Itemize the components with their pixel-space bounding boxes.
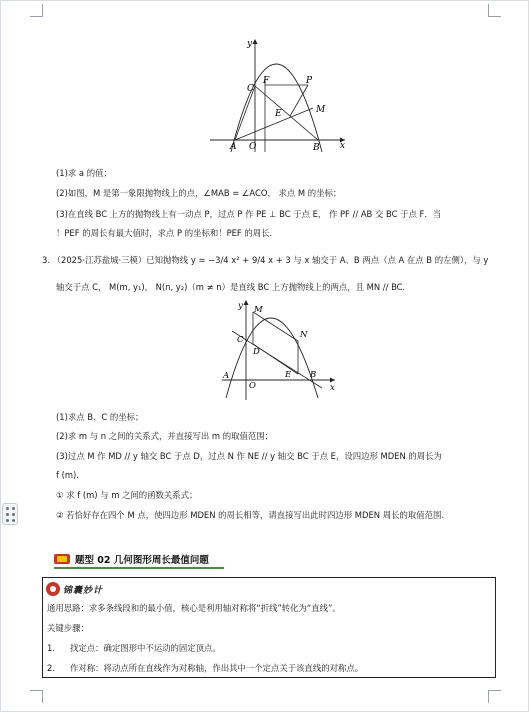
fig1-label-y: y [247, 39, 253, 49]
seal-icon [46, 582, 60, 596]
section-underline [54, 567, 224, 569]
crop-mark-top-right [488, 4, 501, 17]
q3-stem-line2: 轴交于点 C， M(m, y₁)， N(n, y₂)（m ≠ n）是直线 BC 上方抛物线上的两点，且 MN // BC． [56, 282, 411, 292]
tip-step2-number: 2. [47, 663, 55, 673]
fig2-label-e: E [285, 370, 292, 380]
crop-mark-top-left [30, 4, 43, 17]
tip-step1-number: 1. [47, 643, 55, 653]
fig2-label-b: B [310, 370, 317, 380]
section-heading-text: 题型 02 几何图形周长最值问题 [75, 555, 209, 566]
fig1-label-x: x [340, 141, 346, 151]
fig1-label-e: E [275, 109, 282, 119]
fig2-label-a: A [223, 371, 230, 381]
drag-handle-icon[interactable] [2, 503, 18, 525]
q3-part1: (1)求点 B、C 的坐标； [56, 412, 144, 422]
fig2-label-m: M [254, 305, 263, 315]
crop-mark-bottom-left [30, 690, 43, 703]
fig1-label-b: B [313, 143, 320, 153]
q2-part1: (1)求 a 的值； [56, 168, 112, 178]
q2-part3-line1: (3)在直线 BC 上方的抛物线上有一动点 P，过点 P 作 PE ⊥ BC 于点 E， 作 PF // AB 交 BC 于点 F．当 [56, 209, 442, 219]
q3-part3-line2: f (m). [56, 470, 79, 480]
fig1-label-o: O [249, 142, 257, 152]
section-heading [54, 552, 209, 566]
q3-part3-line1: (3)过点 M 作 MD // y 轴交 BC 于点 D，过点 N 作 NE // y 轴交 BC 于点 E，设四边形 MDEN 的周长为 [56, 451, 442, 461]
tip-step1: 找定点：确定图形中不运动的固定顶点。 [70, 643, 221, 653]
figure-1-parabola [200, 36, 350, 154]
fig2-label-o: O [249, 381, 256, 391]
tip-line-general: 通用思路：求多条线段和的最小值，核心是利用轴对称将“折线”转化为“直线”。 [47, 603, 341, 613]
tip-badge [46, 581, 116, 597]
q3-stem-line1: 3. （2025·江苏盐城·三模）已知抛物线 y = −3/4 x² + 9/4 x + 3 与 x 轴交于 A、B 两点（点 A 在点 B 的左侧），与 y [42, 255, 489, 265]
tip-badge-text: 锦囊妙计 [63, 585, 104, 596]
crop-mark-bottom-right [488, 690, 501, 703]
fig1-label-f: F [263, 76, 270, 86]
q3-sub1: ① 求 f (m) 与 m 之间的函数关系式； [56, 490, 198, 500]
fig2-label-y: y [238, 301, 243, 311]
figure-2-parabola [218, 298, 338, 402]
fig2-label-x: x [330, 383, 335, 393]
fig1-label-a: A [230, 142, 237, 152]
q2-part2: (2)如图，M 是第一象限抛物线上的点，∠MAB = ∠ACO， 求点 M 的坐标； [56, 188, 342, 198]
fig1-label-c: C [247, 84, 254, 94]
fig1-label-p: P [306, 76, 313, 86]
tip-step2: 作对称：将动点所在直线作为对称轴，作出其中一个定点关于该直线的对称点。 [70, 663, 364, 673]
flag-icon [54, 554, 70, 564]
q3-sub2: ② 若恰好存在四个 M 点，使四边形 MDEN 的周长相等，请直接写出此时四边形 MDEN 周长的取值范围. [56, 510, 444, 520]
tip-line-key-steps: 关键步骤： [47, 623, 89, 633]
fig2-label-c: C [237, 335, 244, 345]
fig2-label-d: D [253, 347, 260, 357]
fig1-label-m: M [316, 105, 326, 115]
q3-part2: (2)求 m 与 n 之间的关系式，并直接写出 m 的取值范围； [56, 431, 273, 441]
q2-part3-line2: ！PEF 的周长有最大值时，求点 P 的坐标和！PEF 的周长． [56, 228, 278, 238]
fig2-label-n: N [300, 330, 308, 340]
